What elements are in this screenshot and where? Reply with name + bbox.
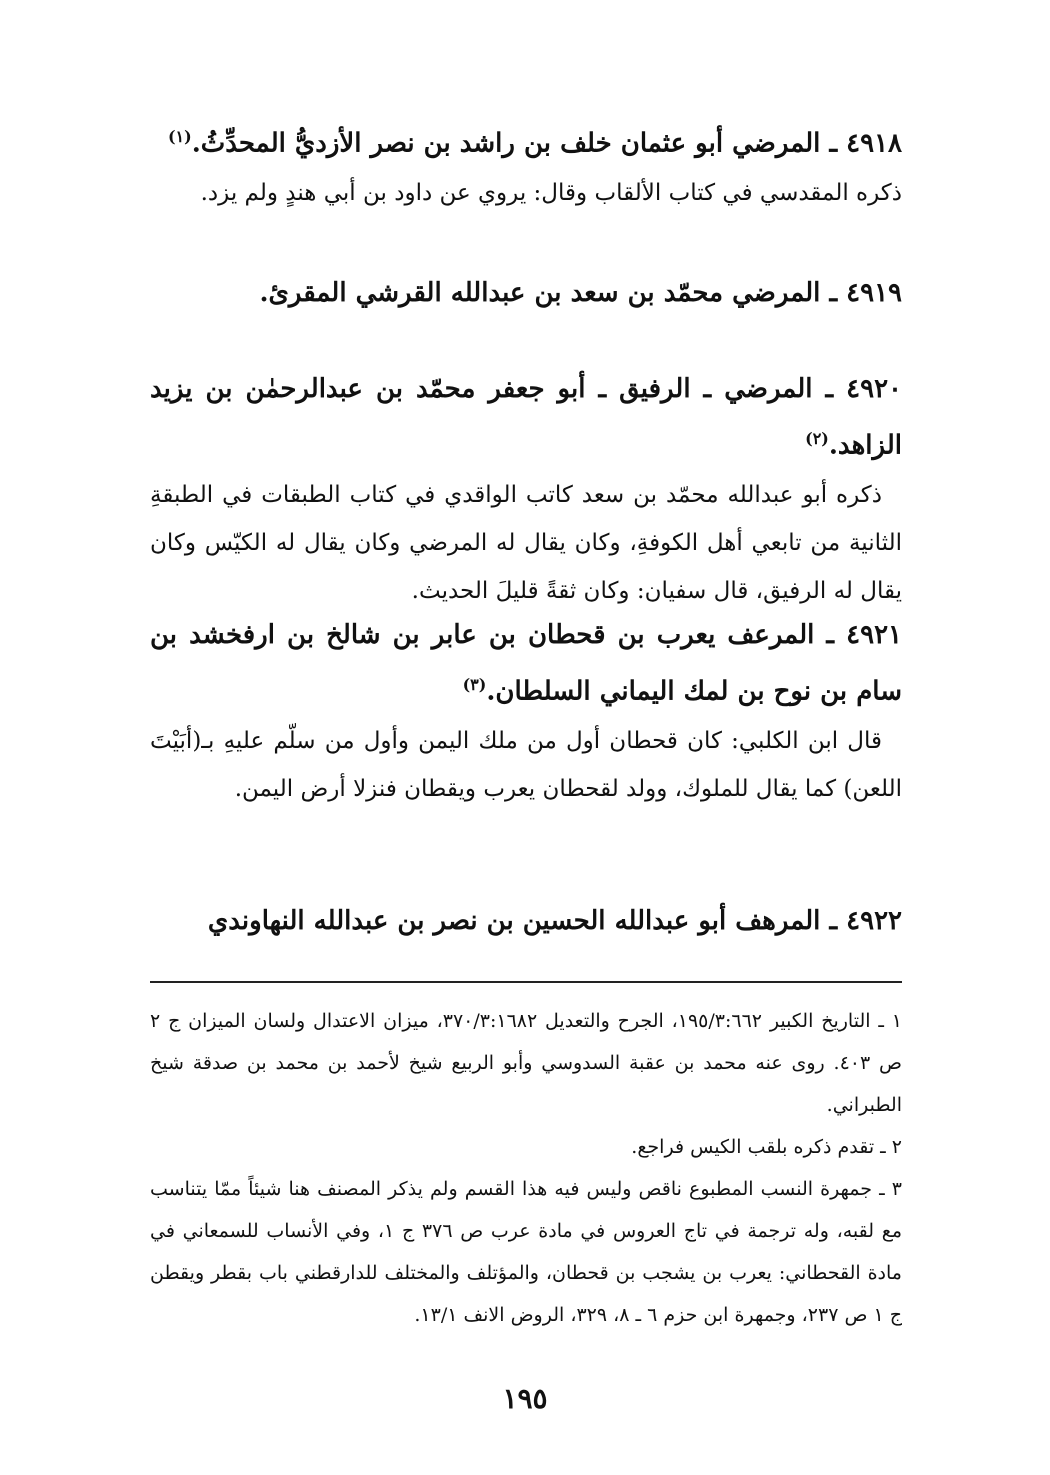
entry-number: ٤٩١٨ [846,128,902,159]
entry-heading [150,112,902,169]
entry-4921 [150,610,902,813]
entry-4918 [150,112,902,217]
footnote-3: ٣ ـ جمهرة النسب المطبوع ناقص وليس فيه هذا القسم ولم يذكر المصنف هنا شيئاً ممّا يتناسب مع لقبه، وله ترجمة في تاج العروس في مادة عرب ص ٣٧٦ ج ١، وفي الأنساب للسمعاني في مادة القحطاني: يعرب بن يشجب بن قحطان، والمؤتلف والمختلف للدارقطني باب بقطر ويقطن ج ١ ص ٢٣٧، وجمهرة ابن حزم ٦ ـ ٨، ٣٢٩، الروض الانف ١٣/١. [150,1178,903,1326]
entry-number: ٤٩٢١ [846,620,902,650]
entry-body: ذكره أبو عبدالله محمّد بن سعد كاتب الواقدي في كتاب الطبقات في الطبقةِ الثانية من تابعي أهل الكوفةِ، وكان يقال له المرضي وكان يقال له الكيّس وكان يقال له الرفيق، قال سفيان: وكان ثقةً قليلَ الحديث. [150,481,902,604]
entry-title: ـ المرضي أبو عثمان خلف بن راشد بن نصر الأزديُّ المحدِّثُ. [191,128,838,159]
footnote-ref[interactable]: (١) [167,127,192,146]
page-number: ١٩٥ [502,1382,548,1415]
entry-title: ـ المرهف أبو عبدالله الحسين بن نصر بن عبدالله النهاوندي [207,906,838,936]
footnotes [150,1000,902,1336]
entry-number: ٤٩٢٠ [846,374,902,404]
footnote-ref[interactable]: (٢) [805,429,829,448]
entry-number: ٤٩١٩ [846,278,902,308]
footnote-ref[interactable]: (٣) [462,675,487,694]
entry-body: ذكره المقدسي في كتاب الألقاب وقال: يروي عن داود بن أبي هندٍ ولم يزد. [200,179,902,206]
entry-4922 [150,896,902,946]
footnote-divider [150,981,902,983]
entry-4920 [150,364,902,615]
entry-heading [150,896,902,946]
entry-title: ـ المرعف يعرب بن قحطان بن عابر بن شالخ بن ارفخشد بن سام بن نوح بن لمك اليماني السلطان. [150,620,902,707]
entry-title: ـ المرضي محمّد بن سعد بن عبدالله القرشي المقرئ. [259,278,838,308]
entry-body: قال ابن الكلبي: كان قحطان أول من ملك اليمن وأول من سلّم عليهِ بـ(أبَيْتَ اللعن) كما يقال للملوك، وولد لقحطان يعرب ويقطان فنزلا أرض اليمن. [150,727,902,802]
entry-heading [150,364,902,471]
footnote-2: ٢ ـ تقدم ذكره بلقب الكيس فراجع. [631,1136,902,1158]
entry-4919 [150,268,902,318]
entry-heading [150,610,902,717]
entry-heading [150,268,902,318]
entry-title: ـ المرضي ـ الرفيق ـ أبو جعفر محمّد بن عبدالرحمٰن بن يزيد الزاهد. [150,374,902,461]
footnote-1: ١ ـ التاريخ الكبير ١٩٥/٣:٦٦٢، الجرح والتعديل ٣٧٠/٣:١٦٨٢، ميزان الاعتدال ولسان الميزان ج ٢ ص ٤٠٣. روى عنه محمد بن عقبة السدوسي وأبو الربيع شيخ لأحمد بن محمد بن صدقة شيخ الطبراني. [150,1010,903,1116]
entry-number: ٤٩٢٢ [846,906,902,936]
